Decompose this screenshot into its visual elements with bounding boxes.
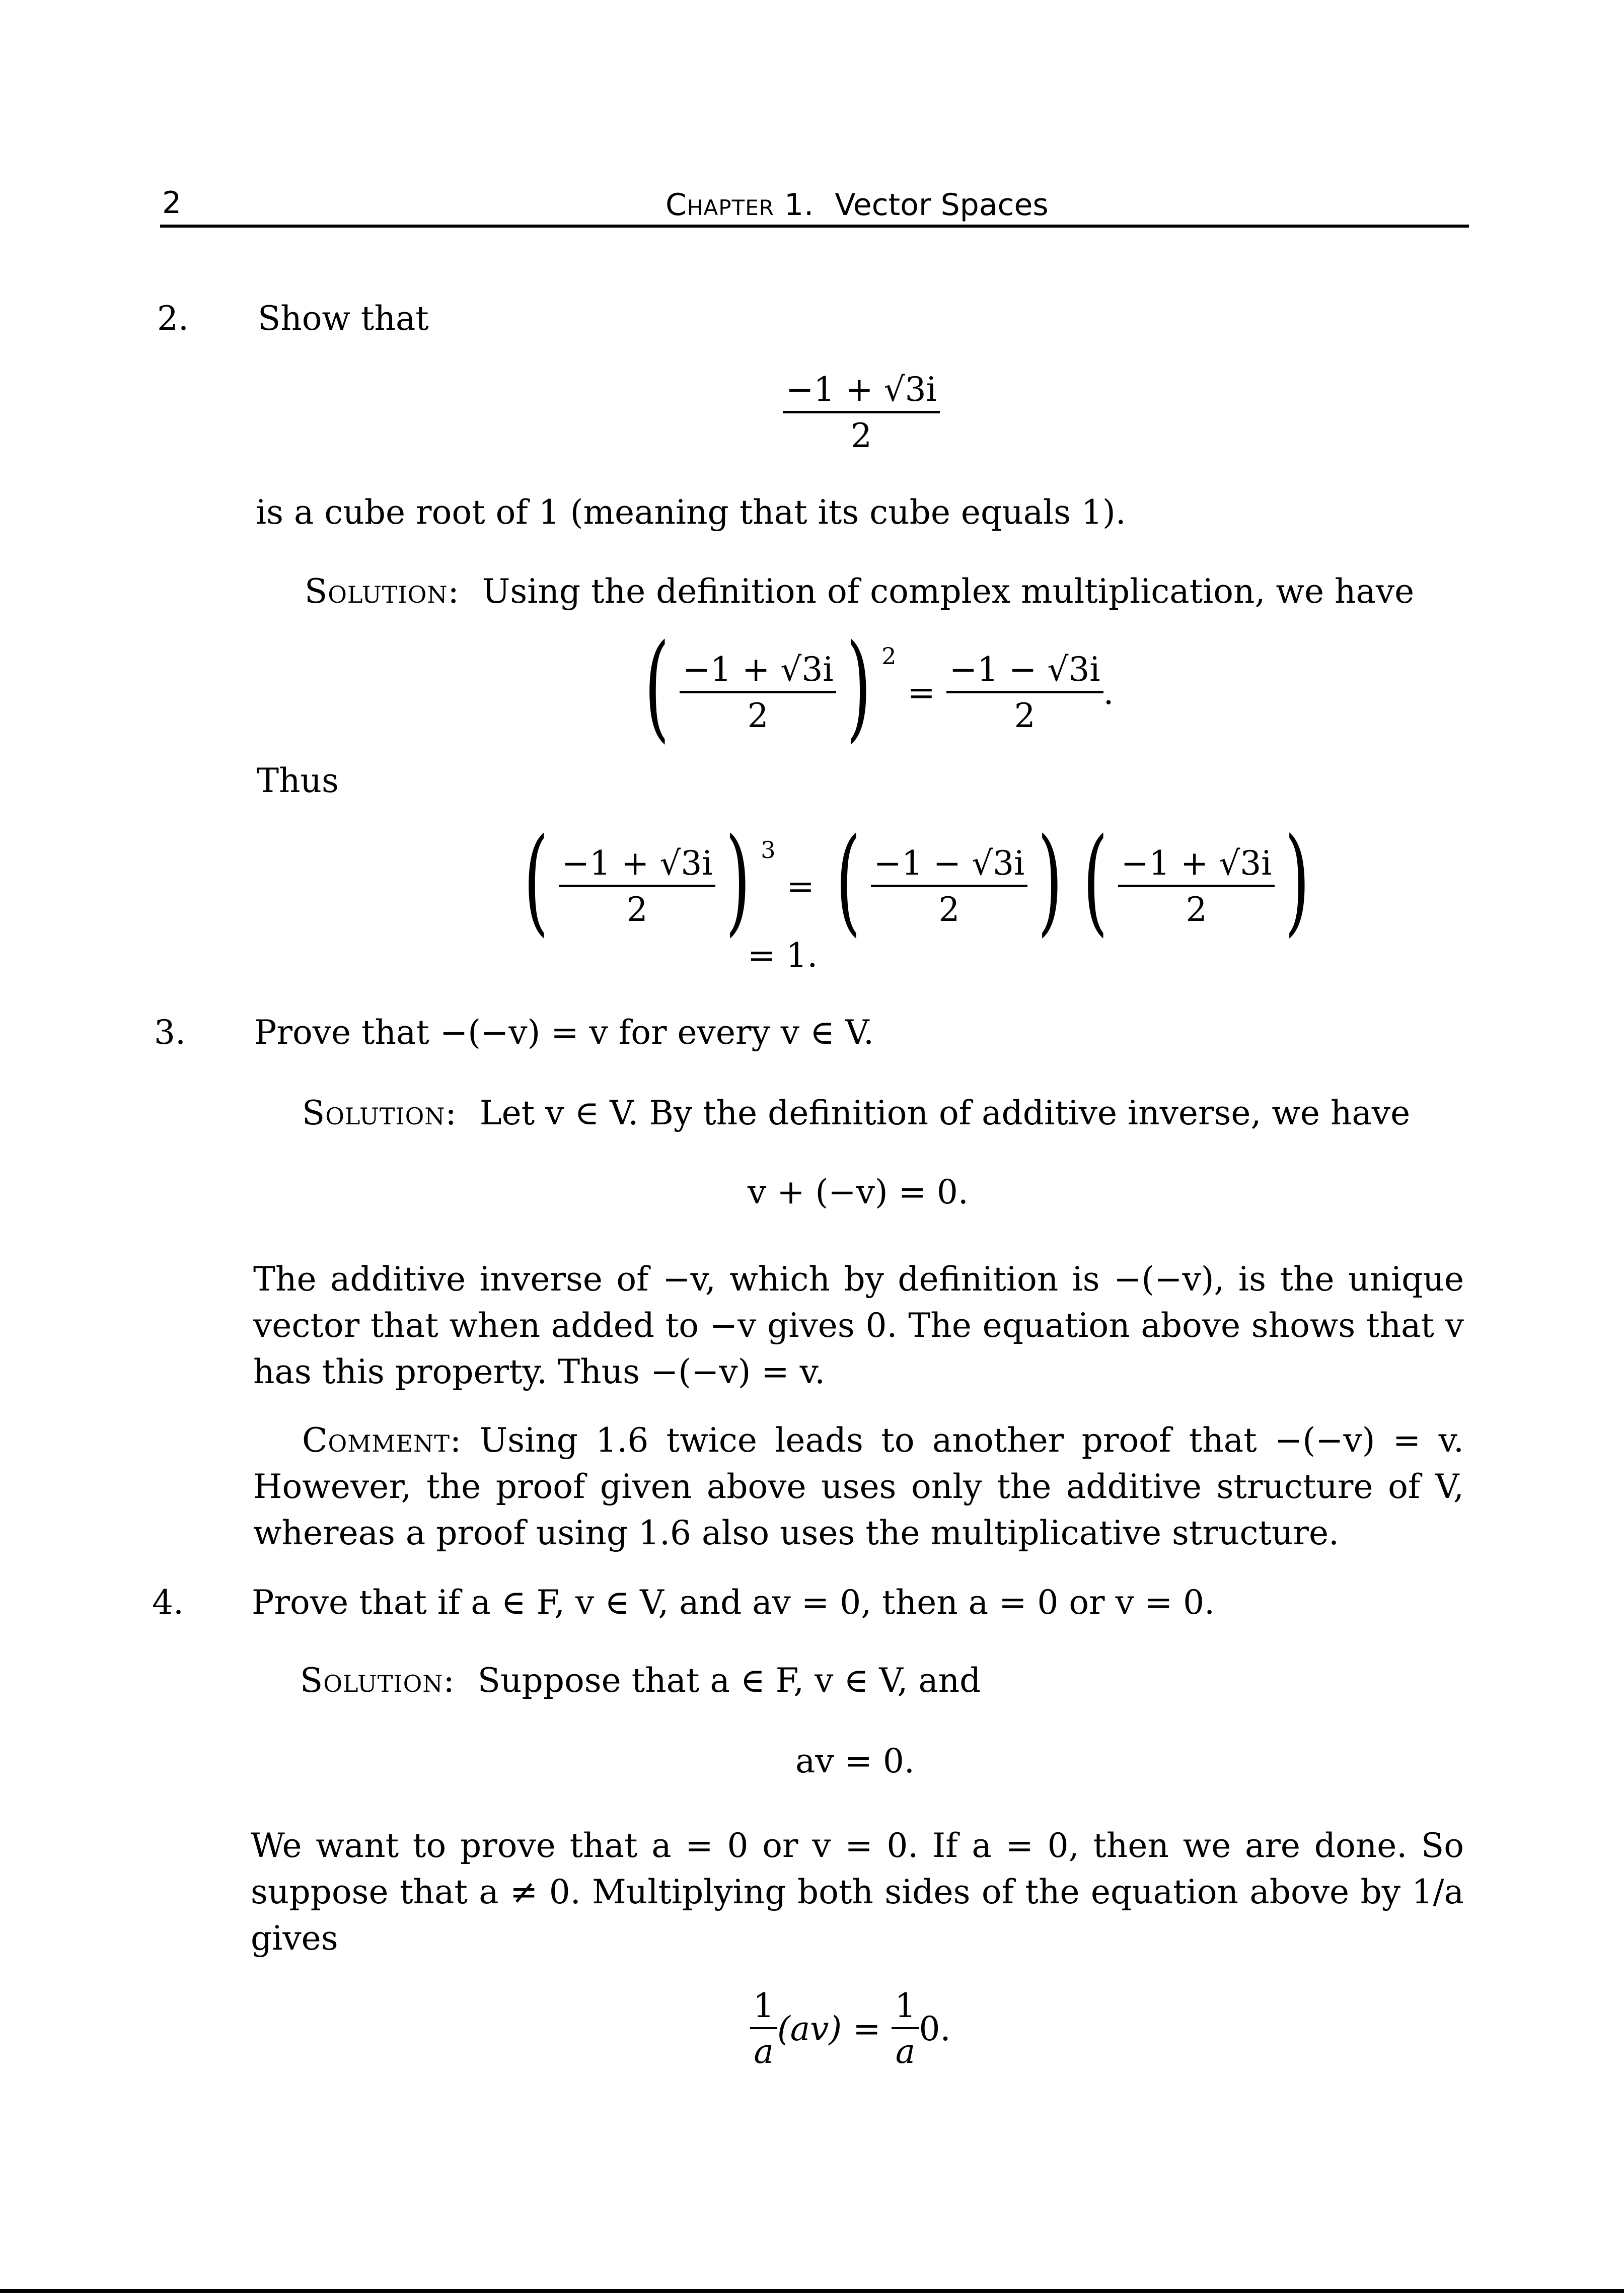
fraction-denominator: 2 bbox=[626, 890, 648, 929]
fraction-numerator: −1 + √3i bbox=[561, 843, 713, 883]
left-paren: ( bbox=[524, 814, 549, 948]
page-number: 2 bbox=[162, 185, 182, 221]
right-paren: ) bbox=[846, 620, 871, 754]
solution-line bbox=[305, 572, 1415, 611]
right-paren: ) bbox=[1038, 814, 1063, 948]
fraction bbox=[892, 1986, 919, 2071]
fraction bbox=[680, 650, 837, 735]
proof-paragraph: We want to prove that a = 0 or v = 0. If a = 0, then we are done. So suppose that a ≠ 0. Multiplying both sides of the equation above by 1/a gives bbox=[251, 1826, 1464, 1958]
fraction-numerator: 1 bbox=[753, 1986, 774, 2025]
chapter-title: Vector Spaces bbox=[835, 187, 1049, 223]
comment-label: Comment: bbox=[302, 1421, 462, 1460]
solution-label: Solution: bbox=[305, 572, 460, 611]
right-paren: ) bbox=[1285, 814, 1310, 948]
expression: 0. bbox=[919, 2009, 951, 2048]
fraction bbox=[559, 844, 716, 929]
problem-number: 4. bbox=[152, 1583, 184, 1622]
solution-line bbox=[302, 1094, 1411, 1132]
fraction-numerator: −1 + √3i bbox=[1121, 843, 1272, 883]
fraction-denominator: a bbox=[895, 2032, 916, 2071]
right-paren: ) bbox=[725, 814, 751, 948]
left-paren: ( bbox=[835, 814, 861, 948]
expression: (av) bbox=[777, 2009, 842, 2048]
fraction-numerator: −1 − √3i bbox=[949, 650, 1100, 689]
period: . bbox=[1103, 673, 1114, 712]
fraction-denominator: a bbox=[754, 2032, 774, 2071]
fraction-numerator: −1 + √3i bbox=[682, 650, 834, 689]
fraction-denominator: 2 bbox=[938, 890, 960, 929]
display-equation: v + (−v) = 0. bbox=[748, 1173, 969, 1211]
problem-statement: Prove that if a ∈ F, v ∈ V, and av = 0, then a = 0 or v = 0. bbox=[252, 1583, 1215, 1622]
equals-sign: = bbox=[786, 867, 815, 906]
fraction-denominator: 2 bbox=[1014, 696, 1036, 735]
left-paren: ( bbox=[644, 620, 670, 754]
problem-number: 3. bbox=[154, 1013, 186, 1052]
problem-statement-tail: is a cube root of 1 (meaning that its cube equals 1). bbox=[256, 493, 1126, 532]
fraction bbox=[871, 844, 1028, 929]
fraction-denominator: 2 bbox=[1186, 890, 1207, 929]
fraction-denominator: 2 bbox=[747, 696, 769, 735]
display-equation: av = 0. bbox=[795, 1742, 915, 1780]
fraction-denominator: 2 bbox=[850, 416, 872, 455]
page-bottom-edge bbox=[0, 2289, 1624, 2293]
solution-label: Solution: bbox=[300, 1661, 455, 1700]
fraction bbox=[750, 1986, 777, 2071]
problem-statement: Show that bbox=[258, 299, 429, 338]
solution-text: Suppose that a ∈ F, v ∈ V, and bbox=[477, 1661, 981, 1700]
solution-label: Solution: bbox=[302, 1094, 457, 1132]
thus-text: Thus bbox=[257, 761, 339, 800]
exponent: 3 bbox=[761, 836, 776, 864]
problem-number: 2. bbox=[157, 299, 189, 338]
problem-statement: Prove that −(−v) = v for every v ∈ V. bbox=[254, 1013, 874, 1052]
fraction-numerator: −1 + √3i bbox=[786, 370, 937, 409]
comment-text: Using 1.6 twice leads to another proof that −(−v) = v. However, the proof given above uses only the additive structure of V, whereas a proof using 1.6 also uses the multiplicative structure. bbox=[253, 1421, 1464, 1552]
proof-paragraph: The additive inverse of −v, which by definition is −(−v), is the unique vector that when added to −v gives 0. The equation above shows that v has this property. Thus −(−v) = v. bbox=[253, 1260, 1464, 1391]
display-fraction bbox=[783, 370, 940, 455]
chapter-label: Chapter 1. bbox=[666, 187, 815, 223]
left-paren: ( bbox=[1083, 814, 1108, 948]
equation-continuation: = 1. bbox=[748, 936, 818, 975]
solution-line bbox=[300, 1661, 981, 1700]
display-equation bbox=[750, 1986, 950, 2071]
solution-text: Let v ∈ V. By the definition of additive inverse, we have bbox=[479, 1094, 1411, 1132]
comment-paragraph bbox=[253, 1417, 1464, 1556]
header-rule bbox=[160, 225, 1469, 228]
fraction-numerator: 1 bbox=[895, 1986, 916, 2025]
equals-sign: = bbox=[853, 2009, 881, 2048]
exponent: 2 bbox=[881, 642, 897, 670]
fraction bbox=[1118, 844, 1275, 929]
fraction bbox=[946, 650, 1103, 735]
display-equation bbox=[634, 620, 1114, 754]
solution-text: Using the definition of complex multiplication, we have bbox=[482, 572, 1415, 611]
equals-sign: = bbox=[907, 673, 935, 712]
fraction-numerator: −1 − √3i bbox=[873, 843, 1025, 883]
running-header bbox=[666, 187, 1049, 223]
display-equation bbox=[513, 814, 1320, 948]
